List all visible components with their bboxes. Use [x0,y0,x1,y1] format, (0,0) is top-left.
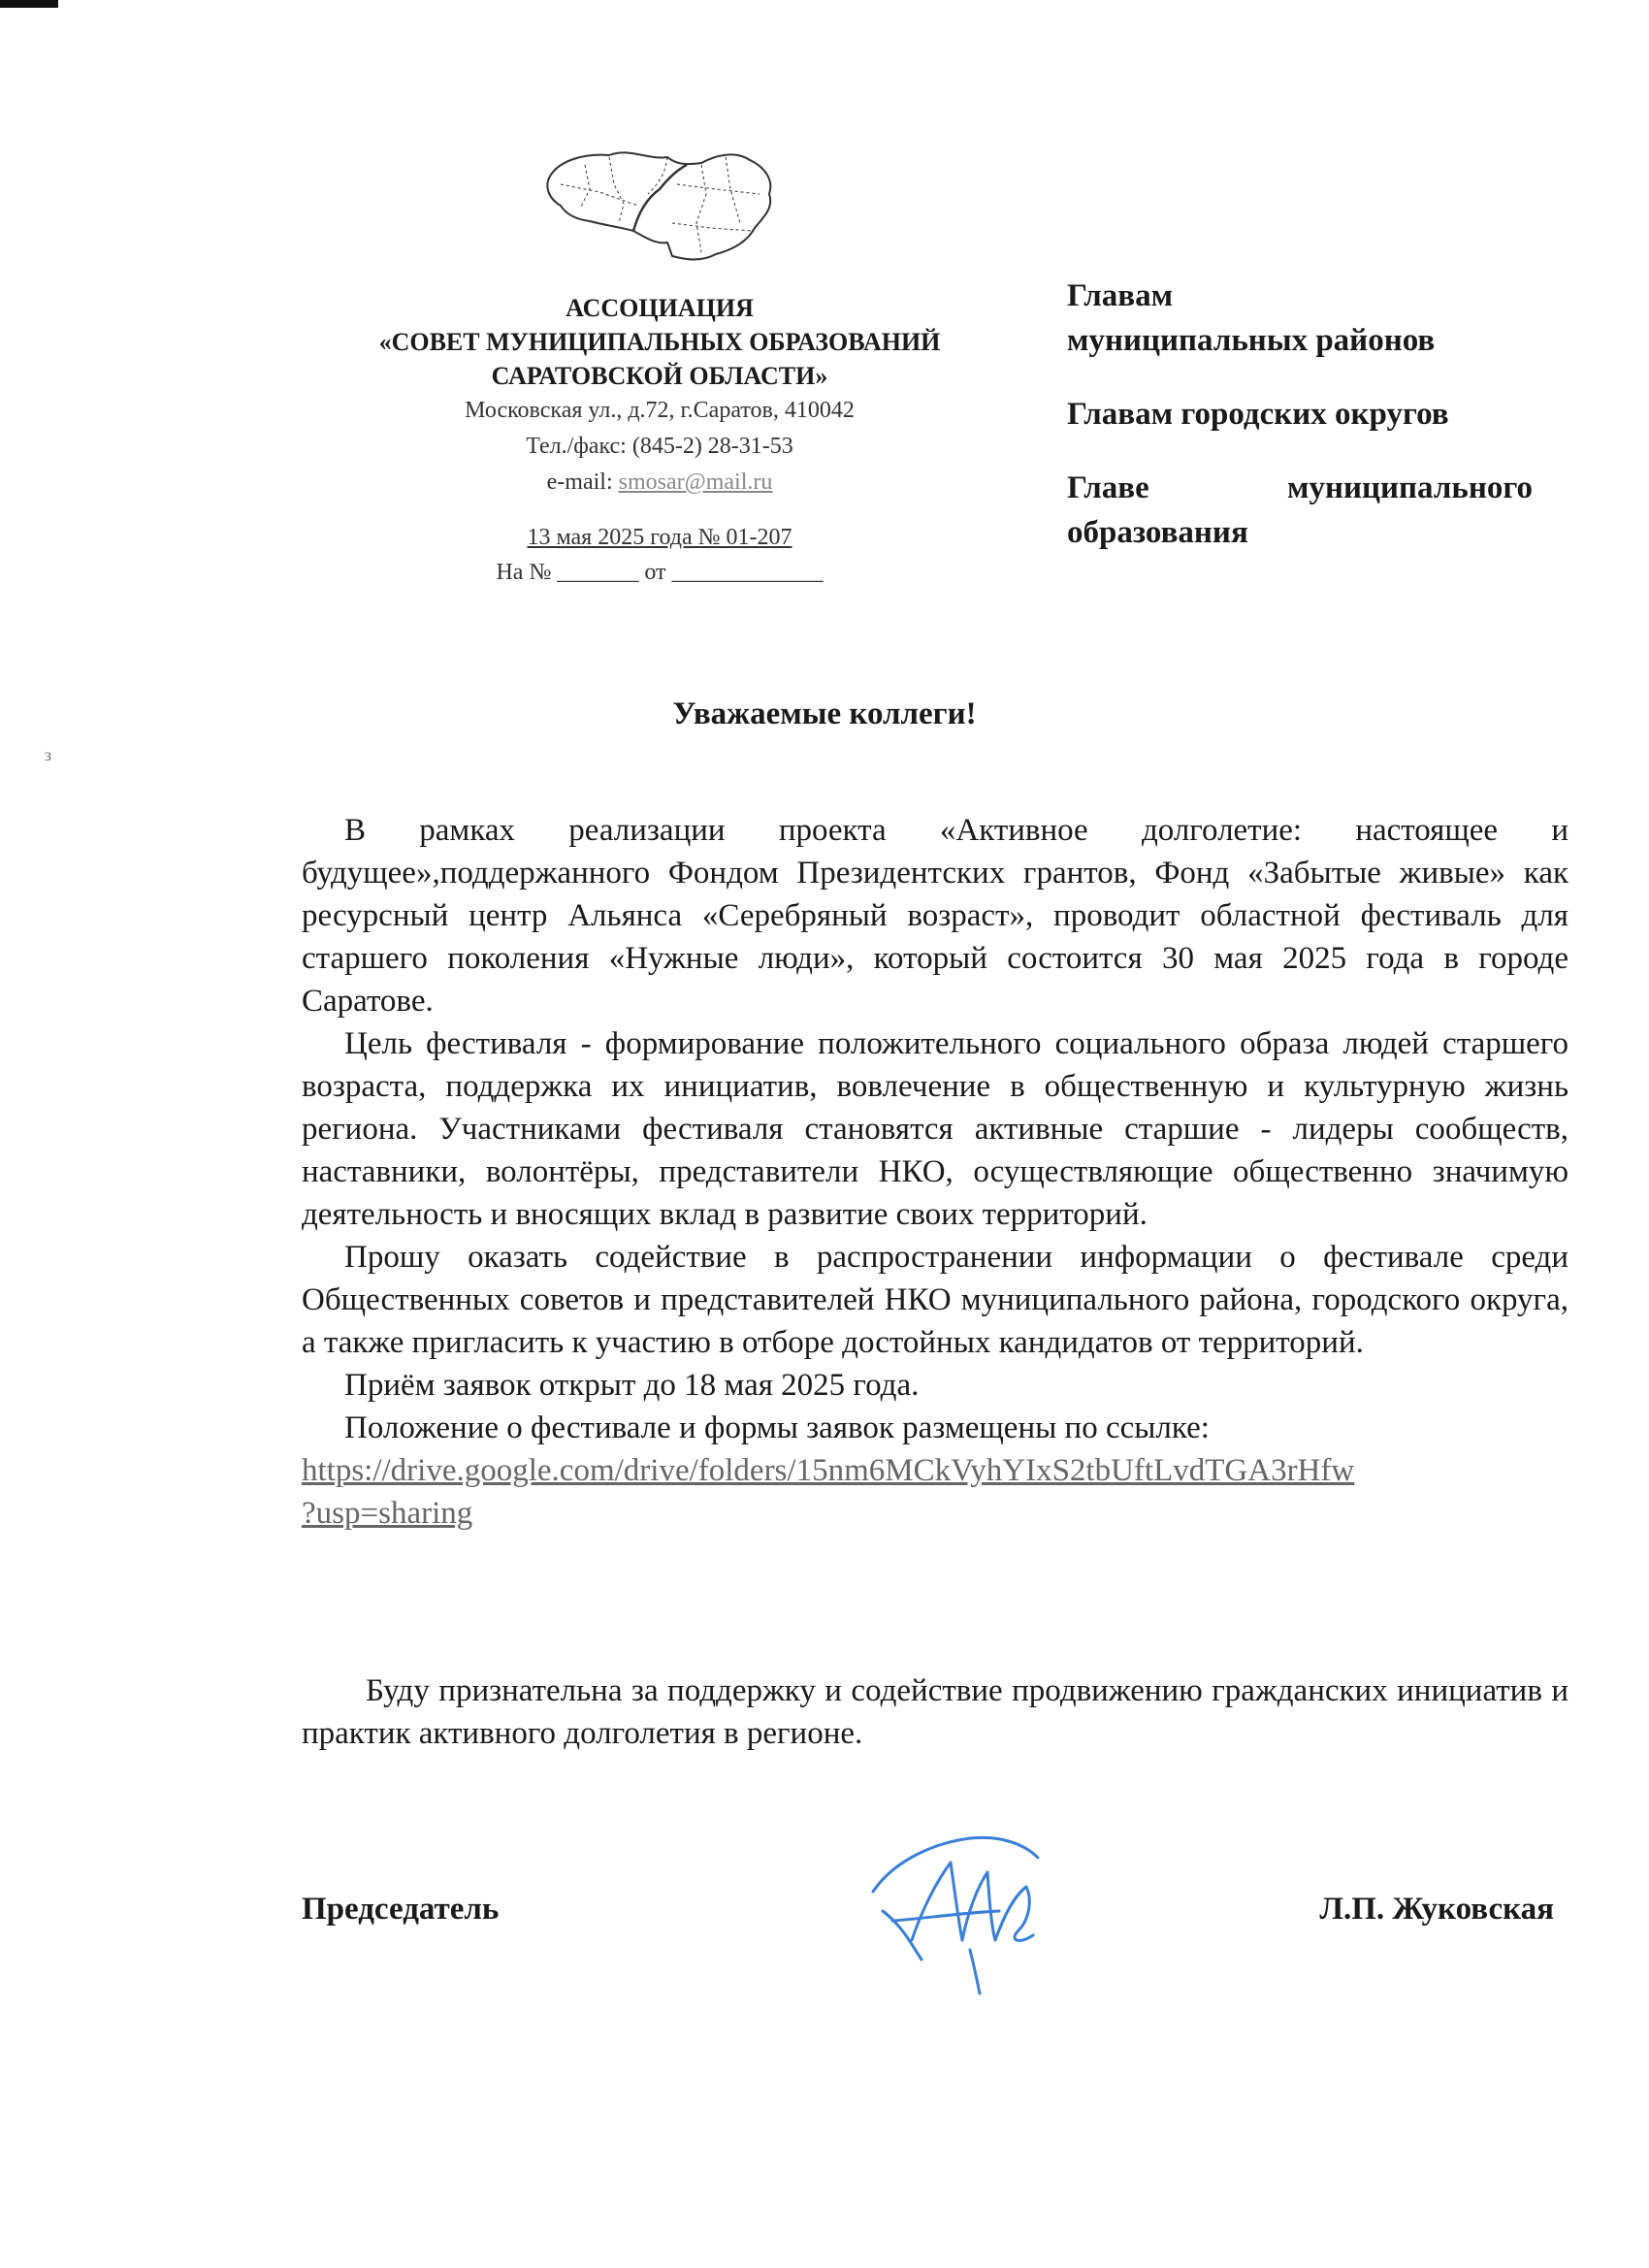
org-name-line-3: САРАТОВСКОЙ ОБЛАСТИ» [491,362,828,390]
closing-paragraph: Буду признательна за поддержку и содействие продвижению гражданских инициатив и практик активного долголетия в регионе. [302,1673,1568,1751]
salutation: Уважаемые коллеги! [672,697,977,731]
addressee-line [1067,466,1533,510]
body-paragraph-1: В рамках реализации проекта «Активное долголетие: настоящее и будущее»,поддержанного Фондом Президентских грантов, Фонд «Забытые живые» как ресурсный центр Альянса «Серебряный возраст», проводит областной фестиваль для старшего поколения «Нужные люди», который состоится 30 мая 2025 года в городе Саратове. [302,813,1568,1019]
addressee-line: образования [1067,515,1248,550]
body-paragraph-3: Прошу оказать содействие в распространении информации о фестивале среди Общественных советов и представителей НКО муниципального района, городского округа, а также пригласить к участию в отборе достойных кандидатов от территорий. [302,1240,1568,1360]
body-paragraph-5: Положение о фестивале и формы заявок размещены по ссылке: [344,1410,1210,1445]
drive-link-line-2[interactable]: ?usp=sharing [302,1496,473,1531]
addressee-word: муниципального [1287,470,1533,505]
signatory-name: Л.П. Жуковская [1319,1892,1554,1927]
saratov-region-map-icon [532,136,784,276]
registration-number-text: 13 мая 2025 года № 01-207 [527,525,792,550]
org-email-line [291,465,1028,501]
org-address: Московская ул., д.72, г.Саратов, 410042 [465,398,855,423]
addressee-municipality-head [1067,466,1533,555]
org-phone: Тел./факс: (845-2) 28-31-53 [526,434,793,459]
addressee-city-heads [1067,392,1533,437]
signatory-title: Председатель [302,1892,500,1927]
handwritten-signature [854,1804,1067,1998]
registration-number [291,520,1028,555]
scan-artifact: з [45,745,52,764]
addressee-district-heads [1067,274,1533,363]
addressee-line: муниципальных районов [1067,323,1436,358]
body-paragraph-4: Приём заявок открыт до 18 мая 2025 года. [344,1368,920,1403]
in-reply-to: На № _______ от _____________ [496,560,824,585]
addressee-line: Главам [1067,278,1174,313]
scan-corner-mark [0,0,58,8]
org-name-line-1: АССОЦИАЦИЯ [566,294,754,322]
email-link[interactable]: smosar@mail.ru [618,470,773,495]
addressee-word: Главе [1067,470,1149,505]
letter-body [302,809,1568,1535]
org-name-line-2: «СОВЕТ МУНИЦИПАЛЬНЫХ ОБРАЗОВАНИЙ [378,328,941,356]
letterhead [291,291,1028,591]
drive-link[interactable] [302,1449,1568,1535]
addressee-line: Главам городских округов [1067,397,1449,432]
addressees [1067,274,1533,584]
email-label: e-mail: [546,470,619,495]
body-paragraph-2: Цель фестиваля - формирование положительного социального образа людей старшего возраста, поддержка их инициатив, вовлечение в общественную и культурную жизнь региона. Участниками фестиваля становятся активные старшие - лидеры сообществ, наставники, волонтёры, представители НКО, осуществляющие общественно значимую деятельность и вносящих вклад в развитие своих территорий. [302,1026,1568,1232]
drive-link-line-1[interactable]: https://drive.google.com/drive/folders/15nm6MCkVyhYIxS2tbUftLvdTGA3rHfw [302,1453,1355,1488]
